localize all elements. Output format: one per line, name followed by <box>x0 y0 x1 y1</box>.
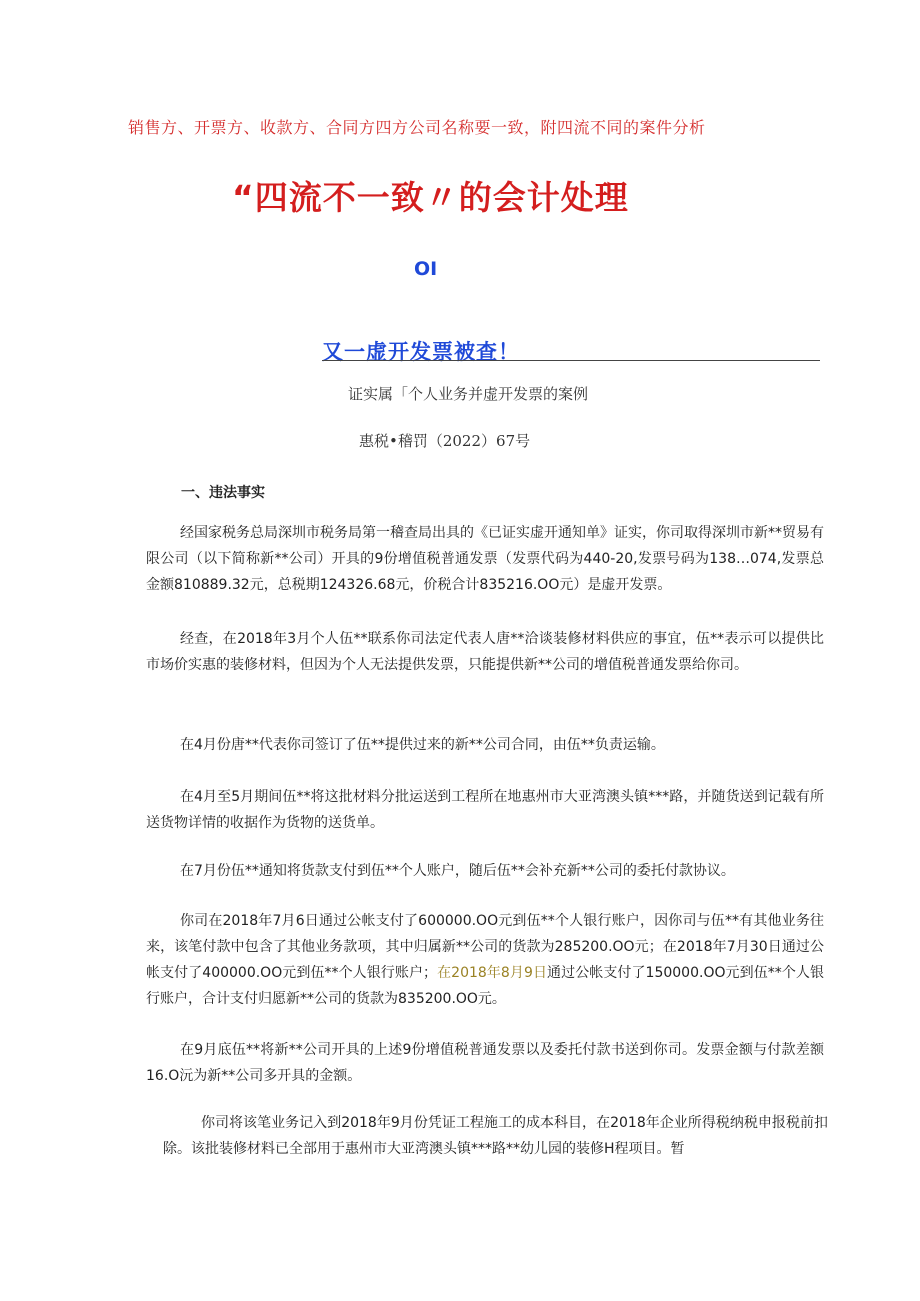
paragraph-3: 在4月份唐**代表你司签订了伍**提供过来的新**公司合同，由伍**负责运输。 <box>180 737 665 753</box>
paragraph-1: 经国家税务总局深圳市税务局第一稽查局出具的《已证实虚开通知单》证实，你司取得深圳市新**贸易有限公司（以下简称新**公司）开具的9份增值税普通发票（发票代码为440-20,发票号码为138…074,发票总金额810889.32元，总税期124326.68元，价税合计835216.OO元）是虚开发票。 <box>146 525 824 593</box>
sub-headline: 又一虚开发票被查！ <box>322 340 520 364</box>
highlighted-date: 在2018年8月9日 <box>437 965 548 981</box>
paragraph-7: 在9月底伍**将新**公司开具的上述9份增值税普通发票以及委托付款书送到你司。发票金额与付款差额16.O沅为新**公司多开具的金额。 <box>146 1042 824 1084</box>
paragraph-5: 在7月份伍**通知将货款支付到伍**个人账户，随后伍**会补充新**公司的委托付款协议。 <box>180 863 735 879</box>
paragraph-4: 在4月至5月期间伍**将这批材料分批运送到工程所在地惠州市大亚湾澳头镇***路，并随货送到记载有所送货物详情的收据作为货物的送货单。 <box>146 789 824 831</box>
top-note: 销售方、开票方、收款方、合同方四方公司名称要一致，附四流不同的案件分析 <box>128 118 706 137</box>
paragraph-2: 经查，在2018年3月个人伍**联系你司法定代表人唐**洽谈装修材料供应的事宜，伍**表示可以提供比市场价实惠的装修材料，但因为个人无法提供发票，只能提供新**公司的增值税普通发票给你司。 <box>146 631 824 673</box>
paragraph-8: 你司将该笔业务记入到2018年9月份凭证工程施工的成本科目，在2018年企业所得税纳税申报税前扣除。该批装修材料已全部用于惠州市大亚湾澳头镇***路**幼儿园的装修H程项目。暂 <box>163 1115 828 1157</box>
oi-mark: OI <box>414 258 438 280</box>
paragraph-6 <box>146 908 824 1012</box>
paragraph-6-part1: 你司在2018年7月6日通过公帐支付了600000.OO元到伍**个人银行账户，因你司与伍**有其他业务往来，该笔付款中包含了其他业务款项，其中归属新**公司的货款为285200.OO元；在2018年7月30日通过公帐支付了400000.OO元到伍**个人银行账户； <box>146 913 824 981</box>
headline-underline <box>322 360 820 361</box>
main-title: “四流不一致〃的会计处理 <box>232 178 629 217</box>
case-caption: 证实属「个人业务并虚开发票的案例 <box>348 385 589 403</box>
paragraph-6-part2: 通过公帐支付了150000.OO元到伍**个人银行账户，合计支付归愿新**公司的货款为835200.OO元。 <box>146 965 824 1007</box>
document-number: 惠税•稽罚（2022）67号 <box>359 432 531 450</box>
section-heading: 一、违法事实 <box>181 485 265 501</box>
